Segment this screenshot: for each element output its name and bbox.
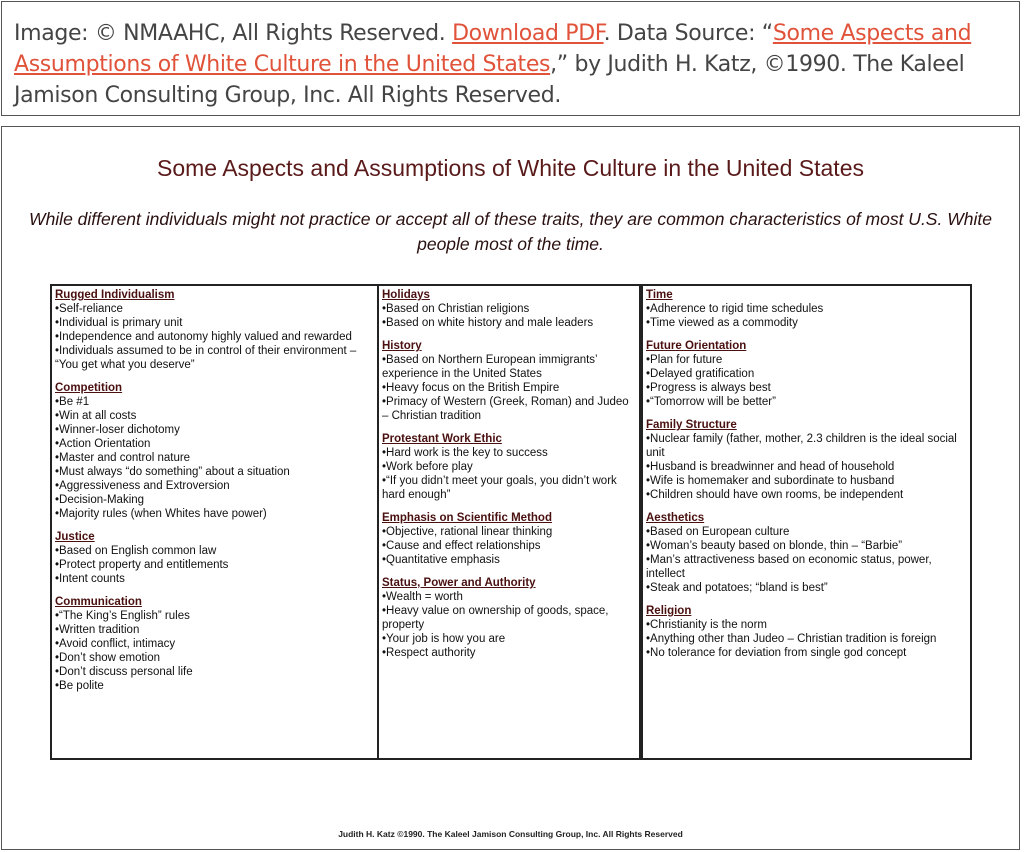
trait-item: • Must always “do something” about a situation <box>55 465 374 479</box>
trait-item: • Adherence to rigid time schedules <box>646 302 967 316</box>
caption-suffix: ,” by Judith H. Katz, ©1990. The Kaleel Jamison Consulting Group, Inc. All Rights Reserved. <box>14 52 965 108</box>
section-heading: Protestant Work Ethic <box>382 433 502 445</box>
trait-section <box>55 288 374 372</box>
trait-item: • Cause and effect relationships <box>382 539 636 553</box>
download-pdf-link[interactable]: Download PDF <box>452 21 604 46</box>
trait-item: • Intent counts <box>55 572 374 586</box>
trait-section <box>646 418 967 502</box>
trait-item: • Delayed gratification <box>646 367 967 381</box>
trait-section <box>382 339 636 423</box>
trait-item: • Plan for future <box>646 353 967 367</box>
trait-item: • Husband is breadwinner and head of household <box>646 460 967 474</box>
trait-section <box>55 595 374 693</box>
section-heading: Rugged Individualism <box>55 289 175 301</box>
trait-item: • Be #1 <box>55 395 374 409</box>
trait-item: • Hard work is the key to success <box>382 446 636 460</box>
trait-item: • Don’t show emotion <box>55 651 374 665</box>
trait-item: • Individuals assumed to be in control of their environment – “You get what you deserve” <box>55 344 374 372</box>
trait-section <box>646 604 967 660</box>
trait-section <box>55 381 374 521</box>
trait-item: • Wealth = worth <box>382 590 636 604</box>
trait-section <box>646 511 967 595</box>
document-footer: Judith H. Katz ©1990. The Kaleel Jamison Consulting Group, Inc. All Rights Reserved <box>338 829 683 839</box>
trait-item: • Protect property and entitlements <box>55 558 374 572</box>
trait-item: • Individual is primary unit <box>55 316 374 330</box>
section-heading: Justice <box>55 531 95 543</box>
section-heading: Future Orientation <box>646 340 747 352</box>
caption-middle: . Data Source: “ <box>603 21 773 46</box>
trait-item: • Wife is homemaker and subordinate to husband <box>646 474 967 488</box>
trait-item: • Self-reliance <box>55 302 374 316</box>
trait-item: • Win at all costs <box>55 409 374 423</box>
trait-section <box>646 339 967 409</box>
document-subtitle: While different individuals might not practice or accept all of these traits, they are common characteristics of most U.S. White people most of the time. <box>29 209 992 254</box>
trait-item: • Heavy value on ownership of goods, space, property <box>382 604 636 632</box>
trait-item: • Based on Northern European immigrants’ experience in the United States <box>382 353 636 381</box>
trait-item: • Progress is always best <box>646 381 967 395</box>
trait-item: • Decision-Making <box>55 493 374 507</box>
trait-item: • Don’t discuss personal life <box>55 665 374 679</box>
trait-item: • Nuclear family (father, mother, 2.3 children is the ideal social unit <box>646 432 967 460</box>
section-heading: Aesthetics <box>646 512 705 524</box>
trait-section <box>382 511 636 567</box>
section-heading: Communication <box>55 596 142 608</box>
section-heading: Family Structure <box>646 419 737 431</box>
image-caption <box>1 1 1020 116</box>
trait-item: • Objective, rational linear thinking <box>382 525 636 539</box>
trait-item: • Heavy focus on the British Empire <box>382 381 636 395</box>
trait-item: • Your job is how you are <box>382 632 636 646</box>
trait-item: • Christianity is the norm <box>646 618 967 632</box>
trait-item: • Based on white history and male leaders <box>382 316 636 330</box>
trait-item: • Woman’s beauty based on blonde, thin – “Barbie” <box>646 539 967 553</box>
trait-item: • Winner-loser dichotomy <box>55 423 374 437</box>
section-heading: Competition <box>55 382 123 394</box>
trait-item: • Aggressiveness and Extroversion <box>55 479 374 493</box>
trait-item: • Primacy of Western (Greek, Roman) and Judeo – Christian tradition <box>382 395 636 423</box>
trait-item: • Steak and potatoes; “bland is best” <box>646 581 967 595</box>
trait-section <box>55 530 374 586</box>
trait-section <box>382 288 636 330</box>
section-heading: History <box>382 340 422 352</box>
trait-item: • Work before play <box>382 460 636 474</box>
traits-column-3 <box>643 286 970 758</box>
trait-item: • “If you didn’t meet your goals, you didn’t work hard enough” <box>382 474 636 502</box>
trait-item: • Children should have own rooms, be independent <box>646 488 967 502</box>
trait-item: • Based on European culture <box>646 525 967 539</box>
traits-column-1 <box>52 286 379 758</box>
trait-item: • Anything other than Judeo – Christian tradition is foreign <box>646 632 967 646</box>
traits-table <box>50 284 972 760</box>
trait-item: • Be polite <box>55 679 374 693</box>
section-heading: Status, Power and Authority <box>382 577 536 589</box>
trait-section <box>382 576 636 660</box>
trait-item: • Respect authority <box>382 646 636 660</box>
section-heading: Religion <box>646 605 692 617</box>
document-image <box>1 126 1020 850</box>
trait-item: • Action Orientation <box>55 437 374 451</box>
trait-item: • Time viewed as a commodity <box>646 316 967 330</box>
section-heading: Emphasis on Scientific Method <box>382 512 552 524</box>
trait-item: • Based on Christian religions <box>382 302 636 316</box>
source-link[interactable]: Some Aspects and Assumptions of White Culture in the United States <box>14 21 972 77</box>
trait-item: • Man’s attractiveness based on economic status, power, intellect <box>646 553 967 581</box>
section-heading: Holidays <box>382 289 430 301</box>
trait-item: • Written tradition <box>55 623 374 637</box>
document-title: Some Aspects and Assumptions of White Culture in the United States <box>157 155 864 181</box>
caption-prefix: Image: © NMAAHC, All Rights Reserved. <box>14 21 453 46</box>
trait-item: • Quantitative emphasis <box>382 553 636 567</box>
trait-item: • Based on English common law <box>55 544 374 558</box>
trait-section <box>382 432 636 502</box>
trait-item: • Master and control nature <box>55 451 374 465</box>
traits-column-2 <box>379 286 643 758</box>
trait-item: • Independence and autonomy highly valued and rewarded <box>55 330 374 344</box>
trait-item: • “The King’s English” rules <box>55 609 374 623</box>
trait-section <box>646 288 967 330</box>
trait-item: • Avoid conflict, intimacy <box>55 637 374 651</box>
trait-item: • “Tomorrow will be better” <box>646 395 967 409</box>
section-heading: Time <box>646 289 673 301</box>
trait-item: • Majority rules (when Whites have power) <box>55 507 374 521</box>
trait-item: • No tolerance for deviation from single god concept <box>646 646 967 660</box>
